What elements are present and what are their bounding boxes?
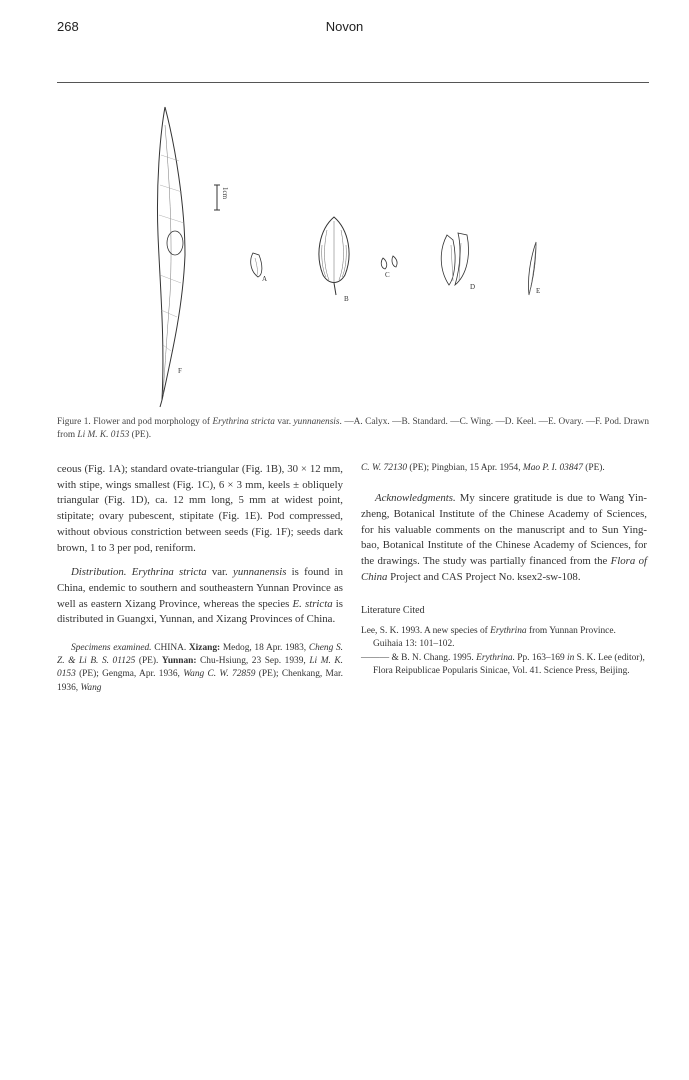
collector-wang-1: Wang C. W. 72859: [183, 669, 256, 680]
reference-text: Lee, S. K. 1993. A new species of: [361, 626, 491, 637]
caption-prefix: Figure 1. Flower and pod morphology of: [57, 417, 213, 427]
standard-drawing: [319, 217, 349, 295]
journal-title: Novon: [325, 19, 364, 34]
distribution-taxon: Erythrina stricta: [131, 566, 207, 579]
distribution-variety: yunnanensis: [233, 566, 287, 579]
pod-drawing: [157, 107, 185, 407]
specimens-text: (PE); Gengma, Apr. 1936,: [75, 669, 184, 680]
specimens-text: CHINA.: [151, 643, 189, 654]
caption-collector: Li M. K. 0153: [77, 429, 130, 440]
literature-heading: Literature Cited: [361, 605, 425, 617]
page-number: 268: [57, 19, 79, 34]
scale-label: 1cm: [221, 187, 229, 200]
label-a: A: [262, 275, 268, 283]
caption-taxon: Erythrina stricta: [212, 417, 275, 427]
distribution-label: Distribution.: [71, 566, 127, 579]
header-rule: [57, 82, 649, 83]
reference-italic: in: [567, 652, 575, 663]
distribution-paragraph: [57, 565, 343, 628]
specimens-text: (PE).: [582, 463, 605, 473]
reference-text: from Yunnan Province. Guihaia 13: 101–102.: [373, 626, 616, 650]
acknowledgments-text-1: My sincere gratitude is due to Wang Yin-zheng, Botanical Institute of the Chinese Academy of Sciences, for his valuable comments on the manuscript and to Sun Ying-bao, Botanical Institute of the Chinese Academy of Sciences, for the drawings. The study was partially financed from the: [361, 492, 647, 568]
botanical-figure: [57, 95, 649, 410]
label-f: F: [178, 367, 182, 375]
caption-variety: yunnanensis: [293, 417, 340, 427]
acknowledgments-paragraph: [361, 491, 647, 585]
ovary-drawing: [528, 242, 536, 295]
label-e: E: [536, 287, 541, 295]
reference-2: [361, 652, 647, 678]
acknowledgments-label: Acknowledgments.: [375, 492, 456, 505]
specimens-continued: [361, 462, 647, 475]
reference-text: S. K. Lee (editor), Flora Reipublicae Popularis Sinicae, Vol. 41. Science Press, Beijing.: [373, 652, 645, 676]
label-b: B: [344, 295, 349, 303]
specimens-text: Medog, 18 Apr. 1983,: [220, 643, 309, 654]
collector-wang-2: Wang: [80, 682, 102, 693]
figure-drawing: [57, 95, 649, 410]
caption-var: var.: [274, 417, 294, 427]
collector-wang-cont: C. W. 72130: [361, 463, 408, 473]
collector-cheng: Cheng S. Z. & Li B. S. 01125: [57, 643, 343, 667]
reference-text: ——— & B. N. Chang. 1995.: [361, 652, 477, 663]
distribution-species: E. stricta: [292, 597, 333, 610]
wing-drawing: [381, 256, 397, 269]
caption-parts: . —A. Calyx. —B. Standard. —C. Wing. —D. Keel. —E. Ovary. —F. Pod. Drawn from: [57, 417, 649, 440]
specimens-text: (PE); Pingbian, 15 Apr. 1954,: [407, 463, 523, 473]
figure-caption: [57, 416, 649, 441]
distribution-text-1: is found in China, endemic to southern and southeastern Yunnan Province as well as eastern Xizang Province, whereas the species: [57, 566, 343, 610]
reference-italic: Erythrina.: [476, 652, 515, 663]
label-c: C: [385, 271, 390, 279]
reference-1: [361, 625, 647, 651]
reference-text: Pp. 163–169: [514, 652, 568, 663]
flora-of-china: Flora of China: [361, 555, 647, 583]
reference-italic: Erythrina: [490, 626, 527, 637]
distribution-var: var.: [206, 566, 234, 579]
scale-bar: [214, 185, 220, 210]
region-xizang: Xizang:: [188, 643, 221, 654]
acknowledgments-text-2: Project and CAS Project No. ksex2-sw-108.: [387, 570, 581, 583]
specimens-text: (PE); Chenkang, Mar. 1936,: [57, 669, 343, 693]
description-paragraph: ceous (Fig. 1A); standard ovate-triangular (Fig. 1B), 30 × 12 mm, with stipe, wings smallest (Fig. 1C), 6 × 3 mm, keels ± obliquely triangular (Fig. 1D), ca. 12 mm long, 5 mm at widest point, stipitate; ovary pubescent, stipitate (Fig. 1E). Pod compressed, without obvious constriction between seeds (Fig. 1F); seeds dark brown, 1 to 3 per pod, reniform.: [57, 463, 343, 554]
specimens-label: Specimens examined.: [71, 643, 152, 654]
collector-mao: Mao P. I. 03847: [522, 463, 583, 473]
specimens-paragraph: [57, 642, 343, 695]
caption-suffix: (PE).: [129, 429, 152, 440]
right-column: [361, 462, 647, 678]
region-yunnan: Yunnan:: [161, 656, 197, 667]
collector-li: Li M. K. 0153: [57, 656, 344, 680]
specimens-text: Chu-Hsiung, 23 Sep. 1939,: [196, 656, 310, 667]
label-d: D: [470, 283, 476, 291]
calyx-drawing: [251, 253, 262, 277]
distribution-text-2: is distributed in Guangxi, Yunnan, and Xizang Provinces of China.: [57, 597, 343, 626]
specimens-text: (PE).: [135, 656, 162, 667]
left-column: [57, 462, 343, 695]
keel-drawing: [441, 233, 468, 285]
